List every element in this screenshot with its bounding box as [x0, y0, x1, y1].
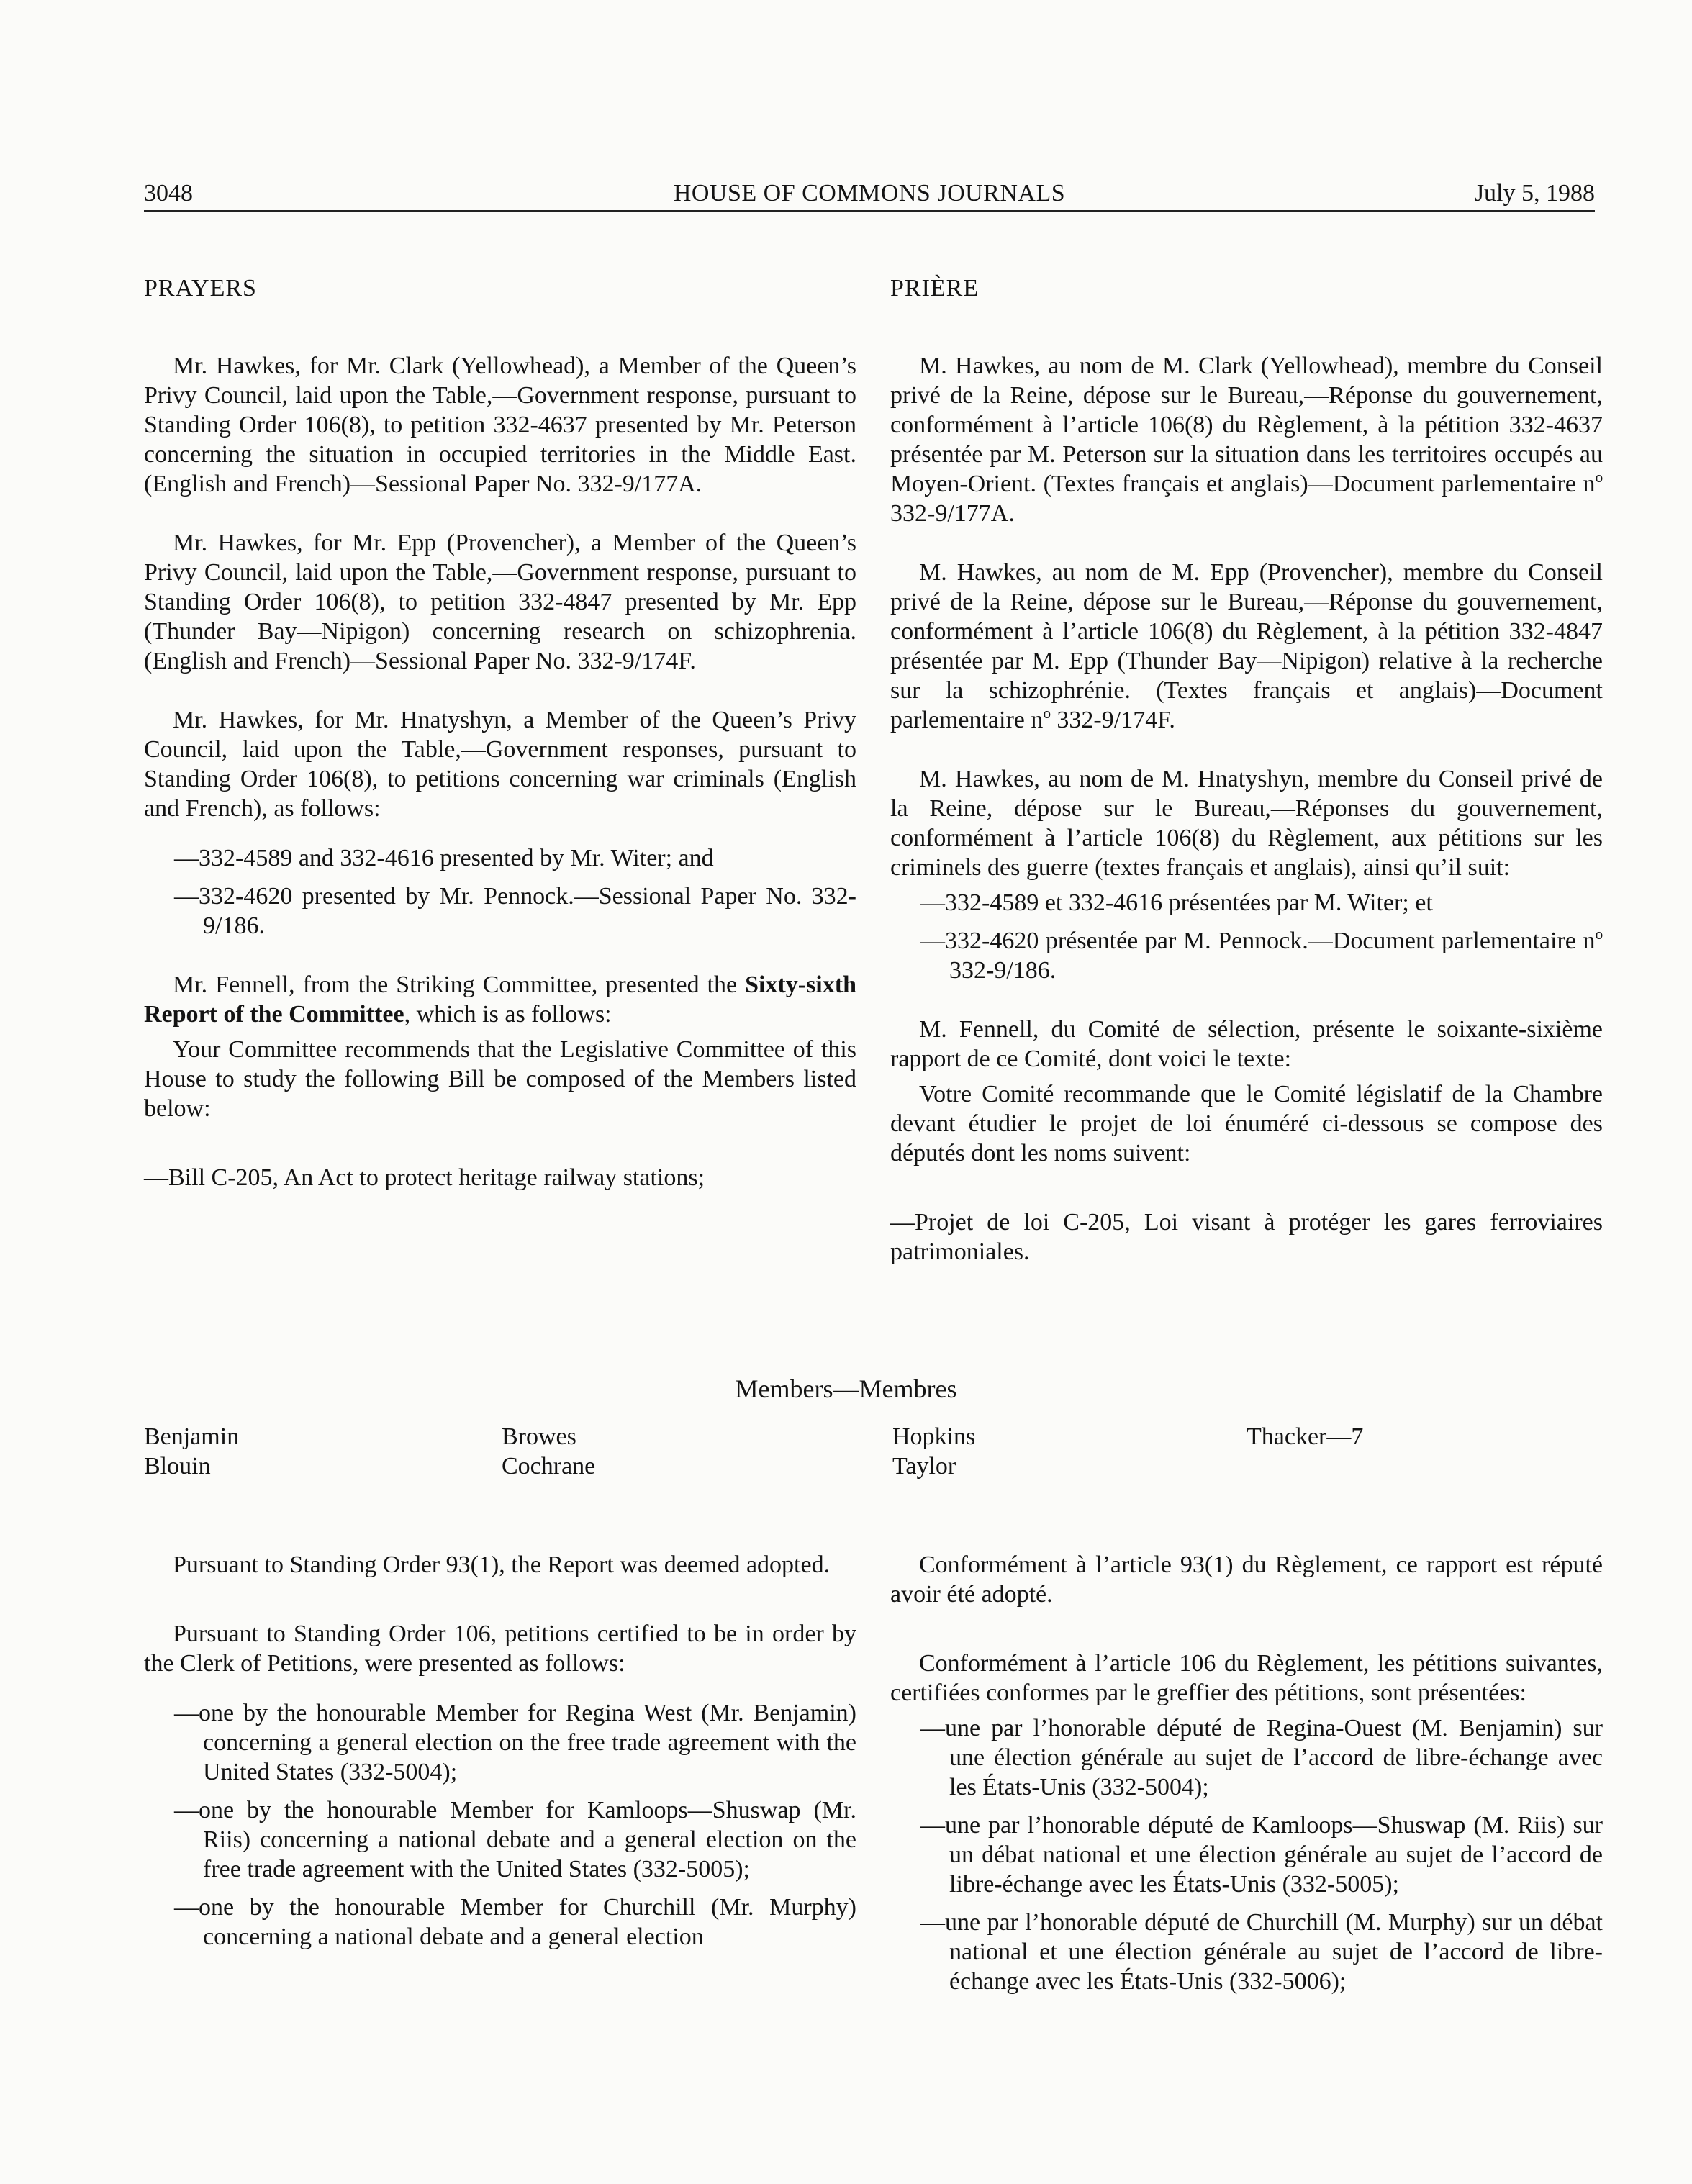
paragraph-clark-response: Mr. Hawkes, for Mr. Clark (Yellowhead), a Member of the Queen’s Privy Council, laid upon the Table,—Government response, pursuant to Standing Order 106(8), to petition 332-4637 presented by Mr. Peterson concerning the situation in occupied territories in the Middle East. (English and French)—Sessional Paper No. 332-9/177A. — [144, 353, 856, 497]
report-intro-end: , which is as follows: — [404, 1001, 612, 1028]
paragraph-committee-recommendation: Your Committee recommends that the Legislative Committee of this House to study the following Bill be composed of the Members listed below: — [144, 1036, 856, 1122]
page-date: July 5, 1988 — [1474, 180, 1595, 207]
paragraph-fennell-report — [144, 970, 856, 1029]
english-column-lower — [144, 1550, 856, 1960]
paragraph-report-adopted-fr: Conformément à l’article 93(1) du Règlement, ce rapport est réputé avoir été adopté. — [890, 1551, 1603, 1608]
members-heading: Members—Membres — [735, 1374, 957, 1403]
petition-item: —une par l’honorable député de Regina-Ouest (M. Benjamin) sur une élection générale au sujet de l’accord de libre-échange avec les États-Unis (332-5004); — [920, 1715, 1603, 1800]
petition-item: —une par l’honorable député de Kamloops—Shuswap (M. Riis) sur un débat national et une élection générale au sujet de l’accord de libre-échange avec les États-Unis (332-5005); — [920, 1812, 1603, 1898]
paragraph-fennell-report-fr: M. Fennell, du Comité de sélection, présente le soixante-sixième rapport de ce Comité, dont voici le texte: — [890, 1016, 1603, 1072]
members-column-4 — [1247, 1422, 1534, 1451]
member-name: Cochrane — [502, 1453, 596, 1480]
paragraph-clark-response-fr: M. Hawkes, au nom de M. Clark (Yellowhead), membre du Conseil privé de la Reine, dépose sur le Bureau,—Réponse du gouvernement, conformément à l’article 106(8) du Règlement, à la pétition 332-4637 présentée par M. Peterson sur la situation dans les territoires occupés au Moyen-Orient. (Textes français et anglais)—Document parlementaire nº 332-9/177A. — [890, 353, 1603, 527]
french-column — [890, 273, 1603, 1267]
bill-item-fr: —Projet de loi C-205, Loi visant à protéger les gares ferroviaires patrimoniales. — [890, 1209, 1603, 1265]
list-item: —332-4589 et 332-4616 présentées par M. Witer; et — [920, 889, 1433, 916]
page-header — [144, 178, 1595, 212]
members-column-1 — [144, 1422, 432, 1481]
paragraph-petitions-intro: Pursuant to Standing Order 106, petitions certified to be in order by the Clerk of Petitions, were presented as follows: — [144, 1621, 856, 1677]
list-item: —332-4620 présentée par M. Pennock.—Document parlementaire nº 332-9/186. — [920, 928, 1603, 984]
petition-item: —one by the honourable Member for Regina West (Mr. Benjamin) concerning a general election on the free trade agreement with the United States (332-5004); — [174, 1700, 856, 1785]
paragraph-hnatyshyn-response-fr: M. Hawkes, au nom de M. Hnatyshyn, membre du Conseil privé de la Reine, dépose sur le Bureau,—Réponses du gouvernement, conformément à l’article 106(8) du Règlement, aux pétitions sur les criminels des guerre (textes français et anglais), ainsi qu’il suit: — [890, 766, 1603, 881]
member-name: Thacker—7 — [1247, 1423, 1364, 1450]
english-column — [144, 273, 856, 1192]
paragraph-epp-response-fr: M. Hawkes, au nom de M. Epp (Provencher), membre du Conseil privé de la Reine, dépose sur le Bureau,—Réponse du gouvernement, conformément à l’article 106(8) du Règlement, à la pétition 332-4847 présentée par M. Epp (Thunder Bay—Nipigon) relative à la recherche sur la schizophrénie. (Textes français et anglais)—Document parlementaire nº 332-9/174F. — [890, 559, 1603, 733]
member-name: Benjamin — [144, 1423, 240, 1450]
section-title-french: PRIÈRE — [890, 275, 980, 302]
report-title-bold: Sixty-sixth Report of the Committee — [144, 971, 856, 1028]
page-number: 3048 — [144, 180, 193, 207]
report-intro-text: Mr. Fennell, from the Striking Committee, presented the — [173, 971, 746, 998]
bill-item: —Bill C-205, An Act to protect heritage railway stations; — [144, 1164, 705, 1191]
members-column-3 — [892, 1422, 1180, 1481]
member-name: Hopkins — [892, 1423, 976, 1450]
list-item: —332-4589 and 332-4616 presented by Mr. Witer; and — [174, 845, 714, 871]
list-item: —332-4620 presented by Mr. Pennock.—Sessional Paper No. 332-9/186. — [174, 883, 856, 939]
petition-item: —one by the honourable Member for Churchill (Mr. Murphy) concerning a national debate and a general election — [174, 1894, 856, 1950]
section-title-english: PRAYERS — [144, 275, 257, 302]
paragraph-report-adopted: Pursuant to Standing Order 93(1), the Report was deemed adopted. — [173, 1551, 831, 1578]
member-name: Blouin — [144, 1453, 211, 1480]
petition-item: —one by the honourable Member for Kamloops—Shuswap (Mr. Riis) concerning a national debate and a general election on the free trade agreement with the United States (332-5005); — [174, 1797, 856, 1882]
french-column-lower — [890, 1550, 1603, 2005]
member-name: Browes — [502, 1423, 576, 1450]
members-column-2 — [502, 1422, 790, 1481]
paragraph-petitions-intro-fr: Conformément à l’article 106 du Règlement, les pétitions suivantes, certifiées conformes par le greffier des pétitions, sont présentées: — [890, 1650, 1603, 1706]
paragraph-epp-response: Mr. Hawkes, for Mr. Epp (Provencher), a Member of the Queen’s Privy Council, laid upon the Table,—Government response, pursuant to Standing Order 106(8), to petition 332-4847 presented by Mr. Epp (Thunder Bay—Nipigon) concerning research on schizophrenia. (English and French)—Sessional Paper No. 332-9/174F. — [144, 530, 856, 674]
petition-item: —une par l’honorable député de Churchill (M. Murphy) sur un débat national et une élection générale au sujet de l’accord de libre-échange avec les États-Unis (332-5006); — [920, 1909, 1603, 1995]
paragraph-committee-recommendation-fr: Votre Comité recommande que le Comité législatif de la Chambre devant étudier le projet de loi énuméré ci-dessous se compose des députés dont les noms suivent: — [890, 1081, 1603, 1166]
member-name: Taylor — [892, 1453, 956, 1480]
journal-title: HOUSE OF COMMONS JOURNALS — [673, 180, 1066, 207]
paragraph-hnatyshyn-response: Mr. Hawkes, for Mr. Hnatyshyn, a Member of the Queen’s Privy Council, laid upon the Table,—Government responses, pursuant to Standing Order 106(8), to petitions concerning war criminals (English and French), as follows: — [144, 707, 856, 822]
